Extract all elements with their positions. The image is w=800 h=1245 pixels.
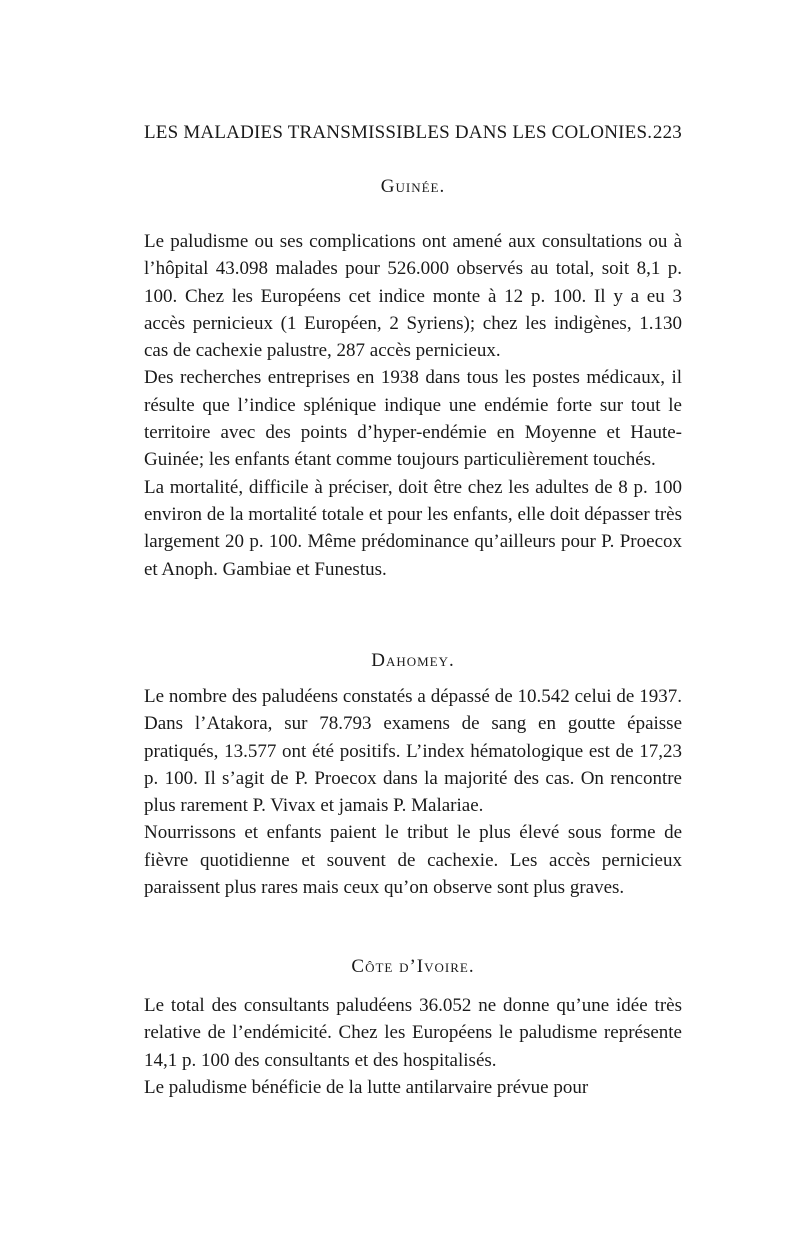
section-body-guinee [144, 228, 682, 583]
paragraph: La mortalité, difficile à préciser, doit être chez les adultes de 8 p. 100 environ de la mortalité totale et pour les enfants, elle doit dépasser très largement 20 p. 100. Même prédominance qu’ailleurs pour P. Proecox et Anoph. Gambiae et Funestus. [144, 476, 682, 580]
paragraph: Des recherches entreprises en 1938 dans tous les postes médicaux, il résulte que l’indice splénique indique une endémie forte sur tout le territoire avec des points d’hyper-endémie en Moyenne et Haute-Guinée; les enfants étant comme toujours particulièrement touchés. [144, 367, 682, 471]
paragraph: Le nombre des paludéens constatés a dépassé de 10.542 celui de 1937. Dans l’Atakora, sur 78.793 examens de sang en goutte épaisse pratiqués, 13.577 ont été positifs. L’index hématologique est de 17,23 p. 100. Il s’agit de P. Proecox dans la majorité des cas. On rencontre plus rarement P. Vivax et jamais P. Malariae. [144, 686, 682, 817]
paragraph: Le paludisme bénéficie de la lutte antilarvaire prévue pour [144, 1076, 589, 1098]
running-head-title: LES MALADIES TRANSMISSIBLES DANS LES COLONIES. [144, 122, 653, 143]
page-number: 223 [652, 122, 682, 143]
paragraph: Le paludisme ou ses complications ont amené aux consultations ou à l’hôpital 43.098 malades pour 526.000 observés au total, soit 8,1 p. 100. Chez les Européens cet indice monte à 12 p. 100. Il y a eu 3 accès pernicieux (1 Européen, 2 Syriens); chez les indigènes, 1.130 cas de cachexie palustre, 287 accès pernicieux. [144, 231, 682, 362]
section-body-dahomey [144, 683, 682, 901]
paragraph: Nourrissons et enfants paient le tribut le plus élevé sous forme de fièvre quotidienne et souvent de cachexie. Les accès pernicieux paraissent plus rares mais ceux qu’on observe sont plus graves. [144, 822, 682, 899]
paragraph: Le total des consultants paludéens 36.052 ne donne qu’une idée très relative de l’endémicité. Chez les Européens le paludisme représente 14,1 p. 100 des consultants et des hospitalisés. [144, 995, 682, 1071]
section-heading-guinee: Guinée. [380, 176, 446, 197]
section-heading-cote-d-ivoire: Côte d’Ivoire. [351, 956, 475, 977]
section-body-cote-d-ivoire [144, 992, 682, 1101]
section-heading-dahomey: Dahomey. [371, 650, 455, 671]
